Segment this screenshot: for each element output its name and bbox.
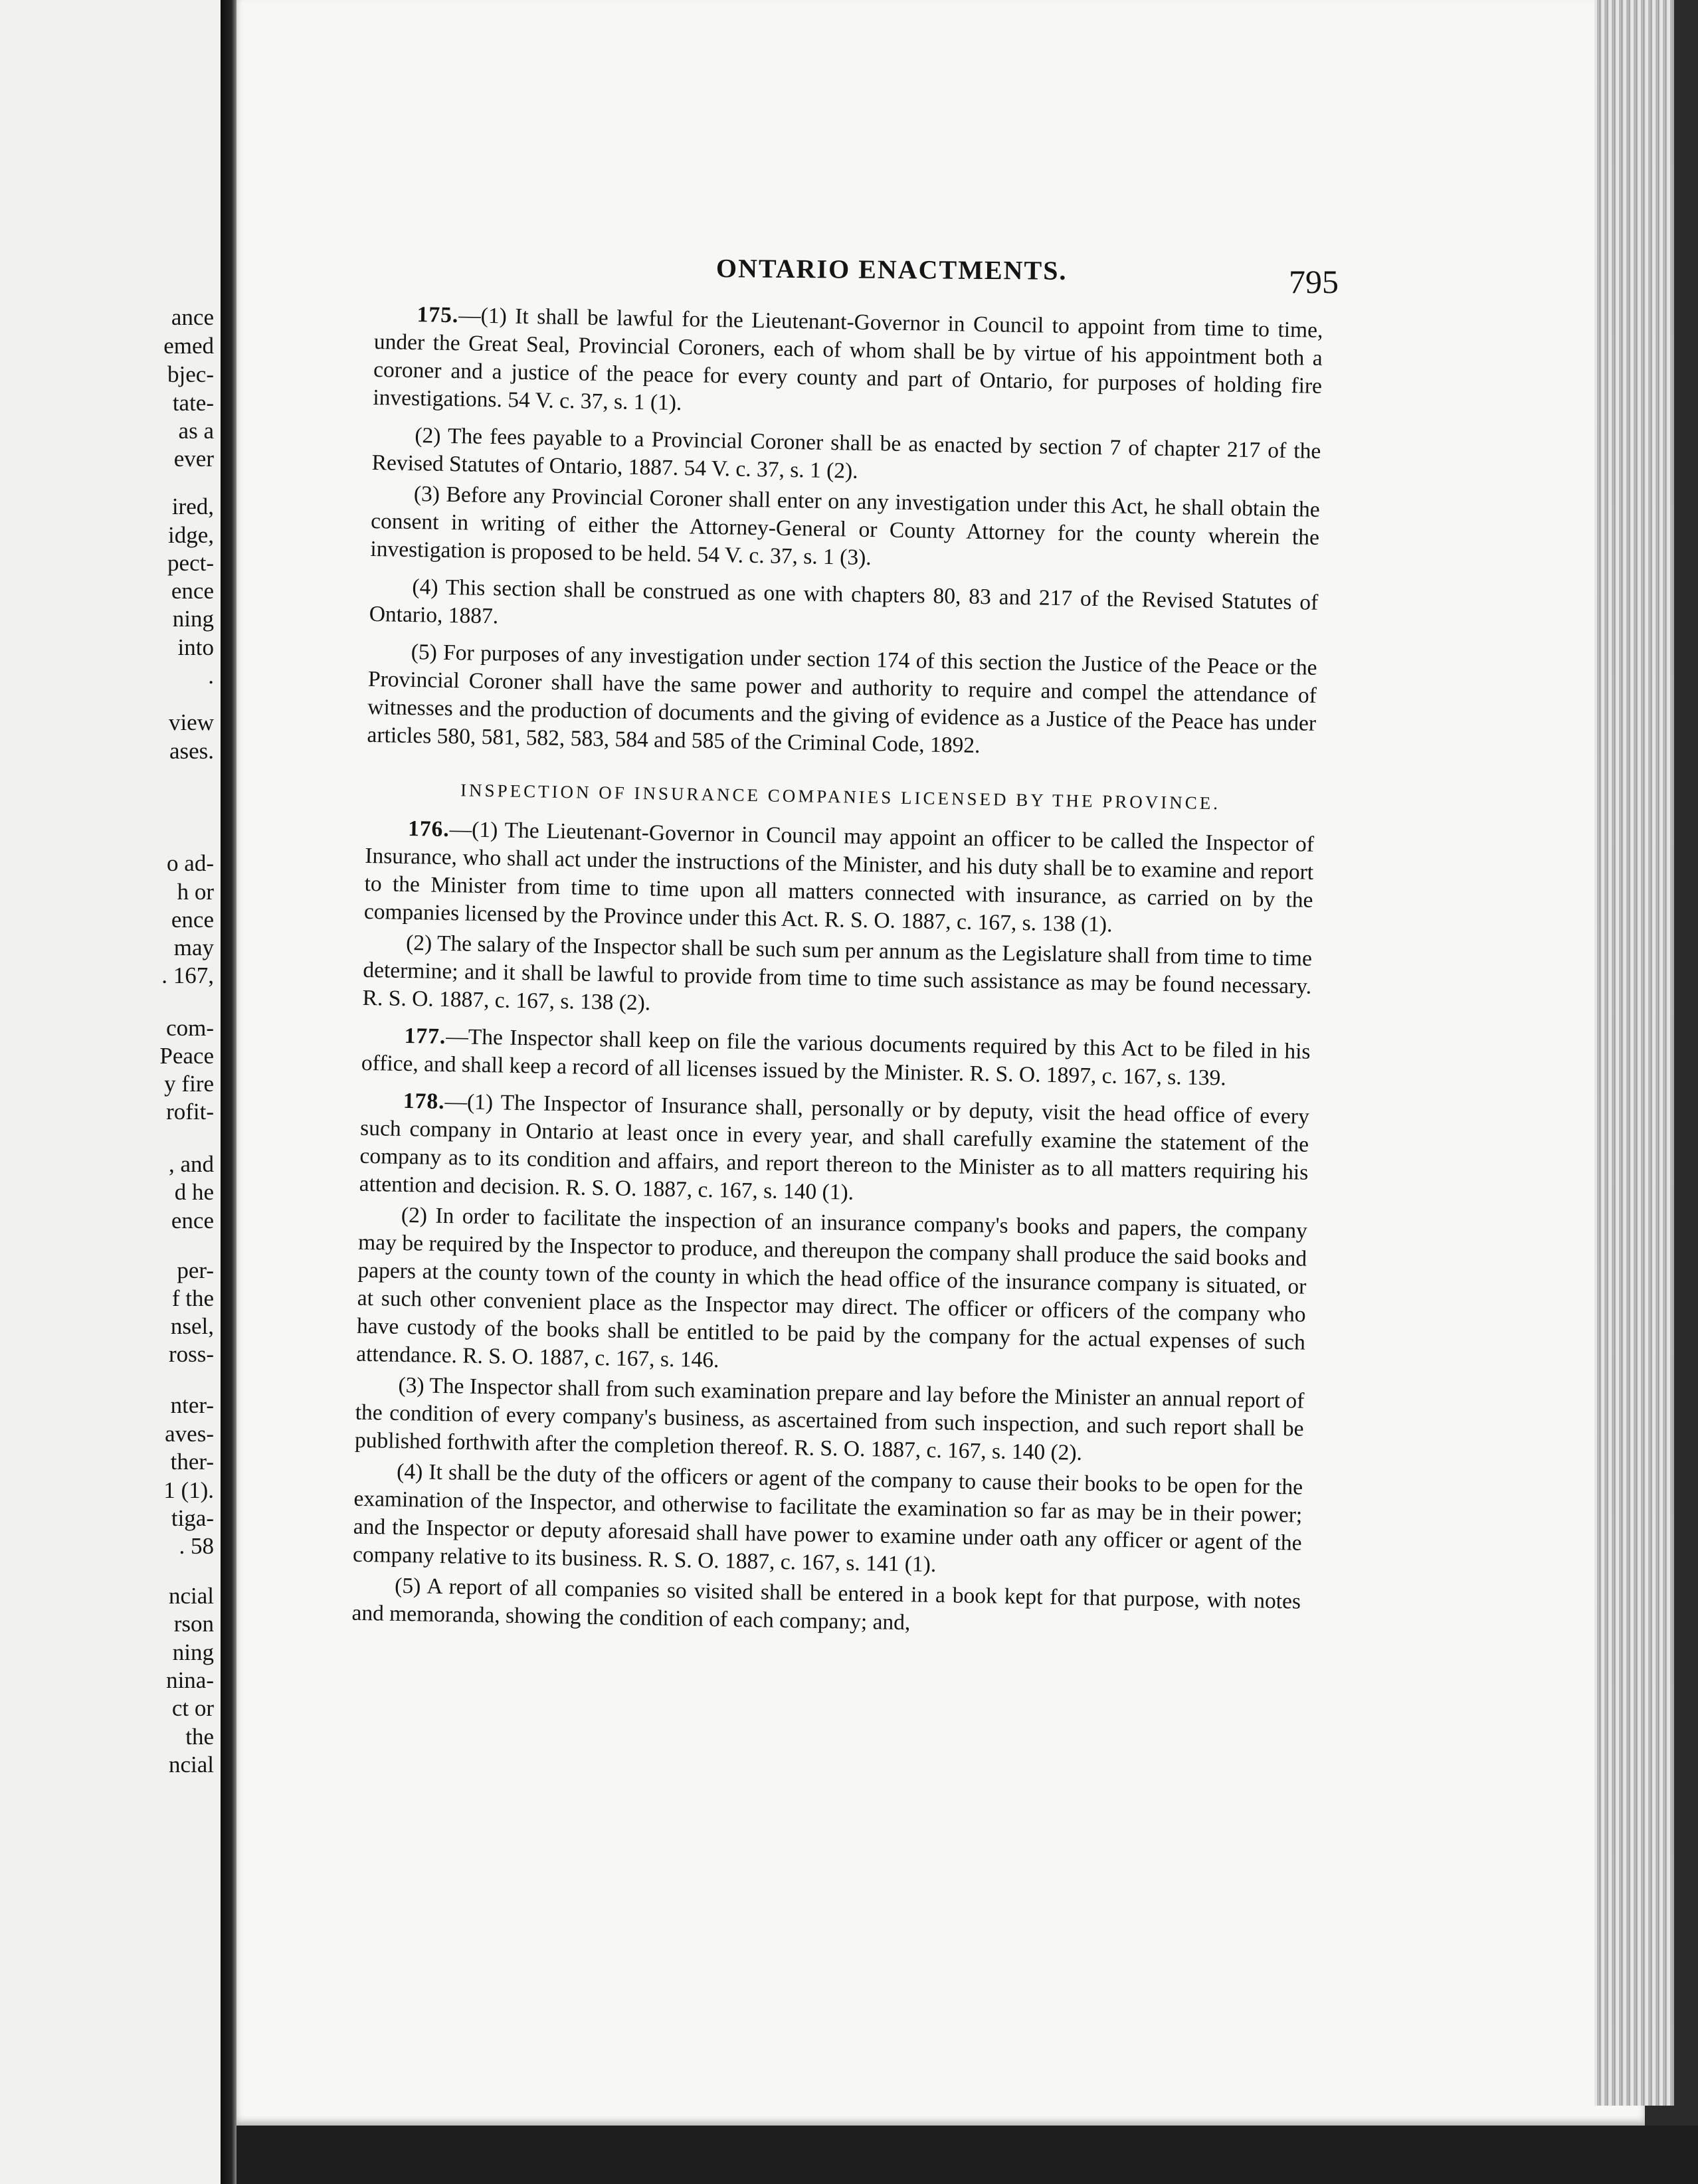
left-page-line-fragment: ning [172,1639,214,1665]
left-page [0,0,225,2184]
paragraph-text: (5) For purposes of any investigation under section 174 of this section the Justice of the Peace or the Provincial Coroner shall have the same power and authority to require and compel the attendance of witnesses and the production of documents and the giving of evidence as a Justice of the Peace has under articles 580, 581, 582, 583, 584 and 585 of the Criminal Code, 1892. [367,640,1317,759]
left-page-line-fragment: may [173,935,214,960]
paragraph [362,929,1312,1029]
left-page-line-fragment: ired, [171,494,214,519]
section-heading: INSPECTION OF INSURANCE COMPANIES LICENSED BY THE PROVINCE. [460,780,1221,814]
paragraph-text: (2) The fees payable to a Provincial Coroner shall be as enacted by section 7 of chapter 217 of the Revised Statutes of Ontario, 1887. 54 V. c. 37, s. 1 (2). [371,423,1321,484]
paragraph [355,1371,1305,1471]
section-number: 178. [403,1088,445,1115]
left-page-line-fragment: into [177,634,214,660]
paragraph-text: (2) The salary of the Inspector shall be such sum per annum as the Legislature shall from time to time determine; and it shall be lawful to provide from time to time such assistance as may be found necessary. R. S. O. 1887, c. 167, s. 138 (2). [362,930,1313,1016]
left-page-line-fragment: nsel, [170,1313,214,1339]
paragraph-text: —(1) The Inspector of Insurance shall, personally or by deputy, visit the head office of every such company in Ontario at least once in every year, and shall carefully examine the statement of the company as to its condition and affairs, and report thereon to the Minister as to all matters requiring his attention and decision. R. S. O. 1887, c. 167, s. 140 (1). [359,1089,1310,1205]
left-page-line-fragment: h or [177,879,214,905]
page-number: 795 [1289,263,1339,300]
left-page-line-fragment: nina- [166,1667,214,1693]
left-page-line-fragment: com- [166,1015,214,1041]
left-page-line-fragment: ance [171,304,214,330]
left-page-line-fragment: . [208,663,214,689]
left-page-line-fragment: the [185,1724,214,1750]
left-page-line-fragment: rson [173,1611,214,1637]
left-page-line-fragment: pect- [167,550,214,576]
paragraph-text: (4) This section shall be construed as one with chapters 80, 83 and 217 of the Revised Statutes of Ontario, 1887. [369,575,1319,629]
left-page-line-fragment: , and [168,1151,214,1177]
left-page-line-fragment: emed [163,333,214,359]
paragraph [373,300,1323,428]
left-page-line-fragment: as a [178,418,214,444]
left-page-line-fragment: ever [173,446,214,472]
section-number: 176. [407,816,450,842]
section-number: 177. [404,1023,446,1049]
paragraph-text: —(1) The Lieutenant-Governor in Council may appoint an officer to be called the Inspector of Insurance, who shall act under the instructions of the Minister, and his duty shall be to examine and report to the Minister from time to time upon all matters connected with insurance, as carried on by the companies licensed by the Province under this Act. R. S. O. 1887, c. 167, s. 138 (1). [363,817,1315,937]
left-page-line-fragment: ross- [168,1341,214,1367]
paragraph-text: (5) A report of all companies so visited shall be entered in a book kept for that purpose, with notes and memoranda, showing the condition of each company; and, [351,1573,1301,1635]
paragraph-text: (4) It shall be the duty of the officers or agent of the company to cause their books to be open for the examination of the Inspector, and otherwise to facilitate the examination so far as may be in their power; and the Inspector or deputy aforesaid shall have power to examine under oath any officer or agent of the company relative to its business. R. S. O. 1887, c. 167, s. 141 (1). [352,1459,1303,1578]
left-page-line-fragment: view [168,709,214,735]
left-page-line-fragment: ct or [171,1695,214,1721]
text-column [351,300,1323,1647]
running-header: ONTARIO ENACTMENTS. [715,253,1068,286]
page-edges [1594,0,1674,2106]
left-page-line-fragment: ncial [168,1583,214,1609]
left-page-line-fragment: f the [171,1285,214,1311]
left-page-line-fragment: per- [177,1257,214,1283]
left-page-line-fragment: idge, [167,522,214,548]
paragraph [370,480,1320,580]
paragraph [367,638,1317,766]
paragraph [353,1457,1303,1586]
left-page-line-fragment: ence [171,907,214,933]
left-page-line-fragment: Peace [159,1043,214,1069]
paragraph [356,1201,1307,1385]
paragraph-text: (3) The Inspector shall from such examination prepare and lay before the Minister an annual report of the condition of every company's business, as ascertained from such inspection, and such report shall be published forthwith after the completion thereof. R. S. O. 1887, c. 167, s. 140 (2). [354,1372,1305,1465]
section-number: 175. [417,302,459,328]
left-page-line-fragment: ases. [169,738,214,764]
left-page-line-fragment: ence [171,1208,214,1233]
left-page-line-fragment: aves- [165,1421,214,1447]
paragraph [364,814,1315,943]
paragraph-text: —(1) It shall be lawful for the Lieutenant-Governor in Council to appoint from time to time, under the Great Seal, Provincial Coroners, each of whom shall be by virtue of his appointment both a coroner and a justice of the peace for every county and part of Ontario, for purposes of holding fire investigations. 54 V. c. 37, s. 1 (1). [373,303,1323,416]
left-page-line-fragment: ence [171,578,214,604]
left-page-line-fragment: y fire [164,1071,214,1097]
left-page-line-fragment: tiga- [171,1505,214,1531]
left-page-line-fragment: . 58 [179,1533,214,1559]
paragraph [361,1022,1311,1094]
left-page-line-fragment: tate- [172,390,214,416]
left-page-line-fragment: . 167, [161,962,214,988]
left-page-line-fragment: d he [174,1179,214,1205]
paragraph-text: (3) Before any Provincial Coroner shall enter on any investigation under this Act, he shall obtain the consent in writing of either the Attorney-General or County Attorney for the county wherein the investigation is proposed to be held. 54 V. c. 37, s. 1 (3). [370,482,1321,571]
left-page-line-fragment: o ad- [167,850,214,876]
paragraph-text: (2) In order to facilitate the inspection of an insurance company's books and papers, the company may be required by the Inspector to produce, and thereupon the company shall produce the said books and papers at the county town of the county in which the head office of the insurance company is situated, or at such other convenient place as the Inspector may direct. The officer or officers of the company who have custody of the books shall be entitled to be paid by the company for the actual expenses of such attendance. R. S. O. 1887, c. 167, s. 146. [355,1202,1308,1373]
paragraph-text: —The Inspector shall keep on file the various documents required by this Act to be filed in his office, and shall keep a record of all licenses issued by the Minister. R. S. O. 1897, c. 167, s. 139. [361,1024,1311,1091]
left-page-line-fragment: ncial [168,1752,214,1777]
left-page-line-fragment: ning [172,606,214,632]
left-page-line-fragment: rofit- [166,1099,214,1125]
paragraph [359,1087,1309,1215]
scan-border [236,2126,1698,2184]
left-page-line-fragment: ther- [170,1449,214,1475]
paragraph [369,573,1318,645]
left-page-line-fragment: bjec- [167,361,214,387]
left-page-line-fragment: nter- [170,1392,214,1418]
left-page-line-fragment: 1 (1). [163,1477,214,1503]
